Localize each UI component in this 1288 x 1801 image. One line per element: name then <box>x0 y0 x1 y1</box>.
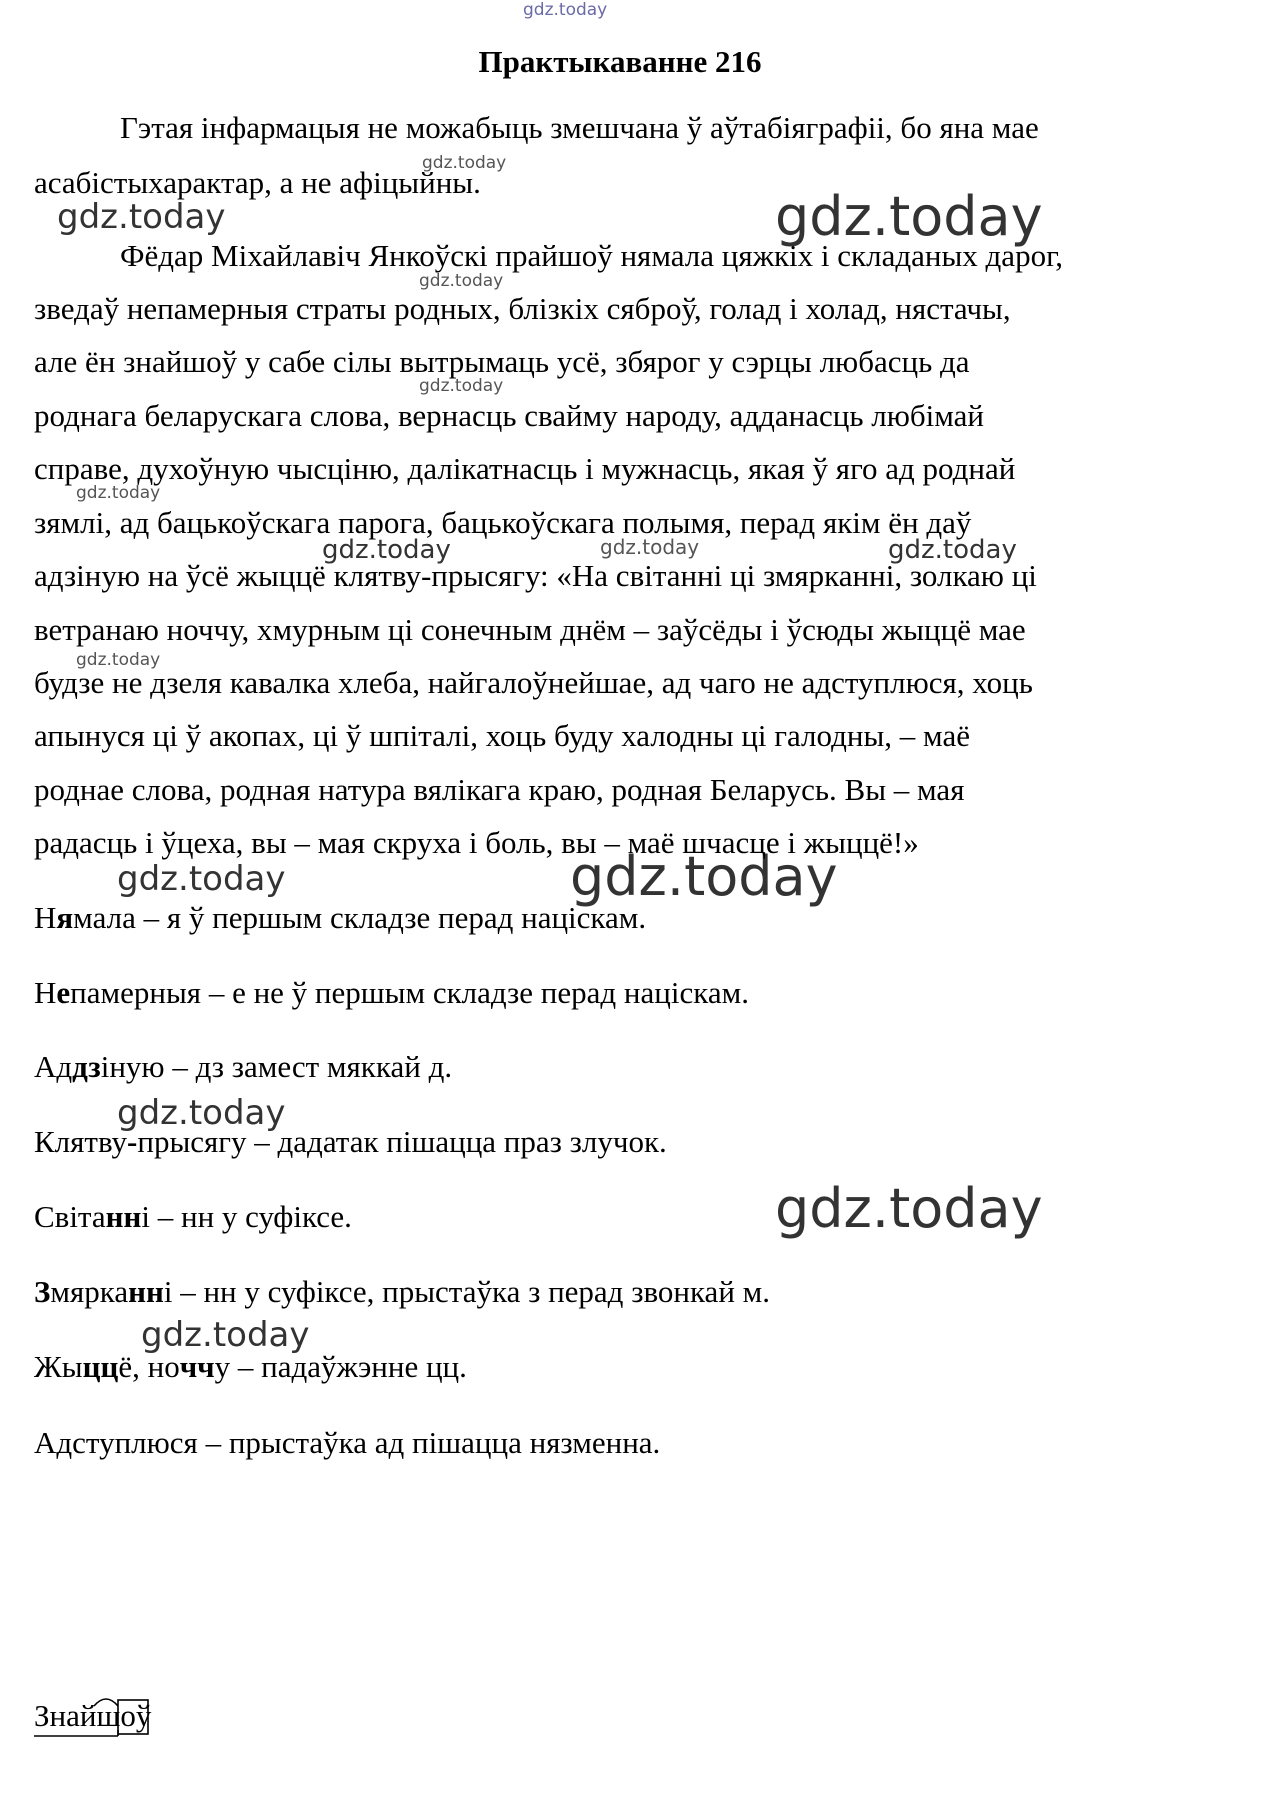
watermark: gdz.today <box>57 197 226 237</box>
paragraph-line: ветранаю ноччу, хмурным ці сонечным днём – заўсёды і ўсюды жыццё мае <box>34 612 1026 647</box>
watermark: gdz.today <box>117 859 286 899</box>
note-line: Непамерныя – е не ў першым складзе перад націскам. <box>34 975 749 1010</box>
watermark: gdz.today <box>76 650 161 670</box>
watermark: gdz.today <box>600 535 700 559</box>
note-line: Жыццё, ноччу – падаўжэнне цц. <box>34 1349 467 1384</box>
watermark: gdz.today <box>117 1093 286 1133</box>
paragraph-line: роднае слова, родная натура вялікага краю, родная Беларусь. Вы – мая <box>34 772 965 807</box>
page-title: Практыкаванне 216 <box>478 44 762 79</box>
watermark: gdz.today <box>76 483 161 503</box>
note-line: Аддзіную – дз замест мяккай д. <box>34 1049 453 1084</box>
note-line: Клятву-прысягу – дадатак пішацца праз злучок. <box>34 1124 667 1159</box>
watermark: gdz.today <box>419 271 504 291</box>
paragraph-line: апынуся ці ў акопах, ці ў шпіталі, хоць буду халодны ці галодны, – маё <box>34 718 970 753</box>
paragraph-line: роднага беларускага слова, вернасць свайму народу, адданасць любімай <box>34 398 984 433</box>
note-line: Адступлюся – прыстаўка ад пішацца нязменна. <box>34 1425 661 1460</box>
watermark: gdz.today <box>570 845 838 908</box>
intro-line: асабістыхарактар, а не афіцыйны. <box>34 165 481 200</box>
analyzed-word: Знайшоў <box>34 1698 152 1733</box>
intro-line: Гэтая інфармацыя не можабыць змешчана ў аўтабіяграфіі, бо яна мае <box>120 110 1039 145</box>
watermark: gdz.today <box>422 153 507 173</box>
paragraph-line: адзіную на ўсё жыццё клятву-прысягу: «На світанні ці змярканні, золкаю ці <box>34 558 1037 593</box>
watermark: gdz.today <box>775 185 1043 248</box>
note-line: Змярканні – нн у суфіксе, прыстаўка з перад звонкай м. <box>34 1274 771 1309</box>
paragraph-line: справе, духоўную чысціню, далікатнасць і мужнасць, якая ў яго ад роднай <box>34 451 1016 486</box>
paragraph-line: Фёдар Міхайлавіч Янкоўскі прайшоў нямала цяжкіх і складаных дарог, <box>120 238 1064 273</box>
morpheme-marks-icon <box>34 1686 164 1746</box>
watermark: gdz.today <box>141 1315 310 1355</box>
paragraph-line: зведаў непамерныя страты родных, блізкіх сяброў, голад і холад, нястачы, <box>34 291 1011 326</box>
paragraph-line: радасць і ўцеха, вы – мая скруха і боль, вы – маё шчасце і жыццё!» <box>34 825 919 860</box>
watermark: gdz.today <box>419 376 504 396</box>
watermark: gdz.today <box>888 535 1017 565</box>
watermark: gdz.today <box>775 1177 1043 1240</box>
watermark-top: gdz.today <box>523 0 608 20</box>
note-line: Світанні – нн у суфіксе. <box>34 1199 352 1234</box>
paragraph-line: зямлі, ад бацькоўскага парога, бацькоўскага полымя, перад якім ён даў <box>34 505 972 540</box>
paragraph-line: будзе не дзеля кавалка хлеба, найгалоўнейшае, ад чаго не адступлюся, хоць <box>34 665 1033 700</box>
note-line: Нямала – я ў першым складзе перад націскам. <box>34 900 647 935</box>
paragraph-line: але ён знайшоў у сабе сілы вытрымаць усё, збярог у сэрцы любасць да <box>34 344 970 379</box>
watermark: gdz.today <box>322 535 451 565</box>
word-analysis <box>34 1700 151 1731</box>
